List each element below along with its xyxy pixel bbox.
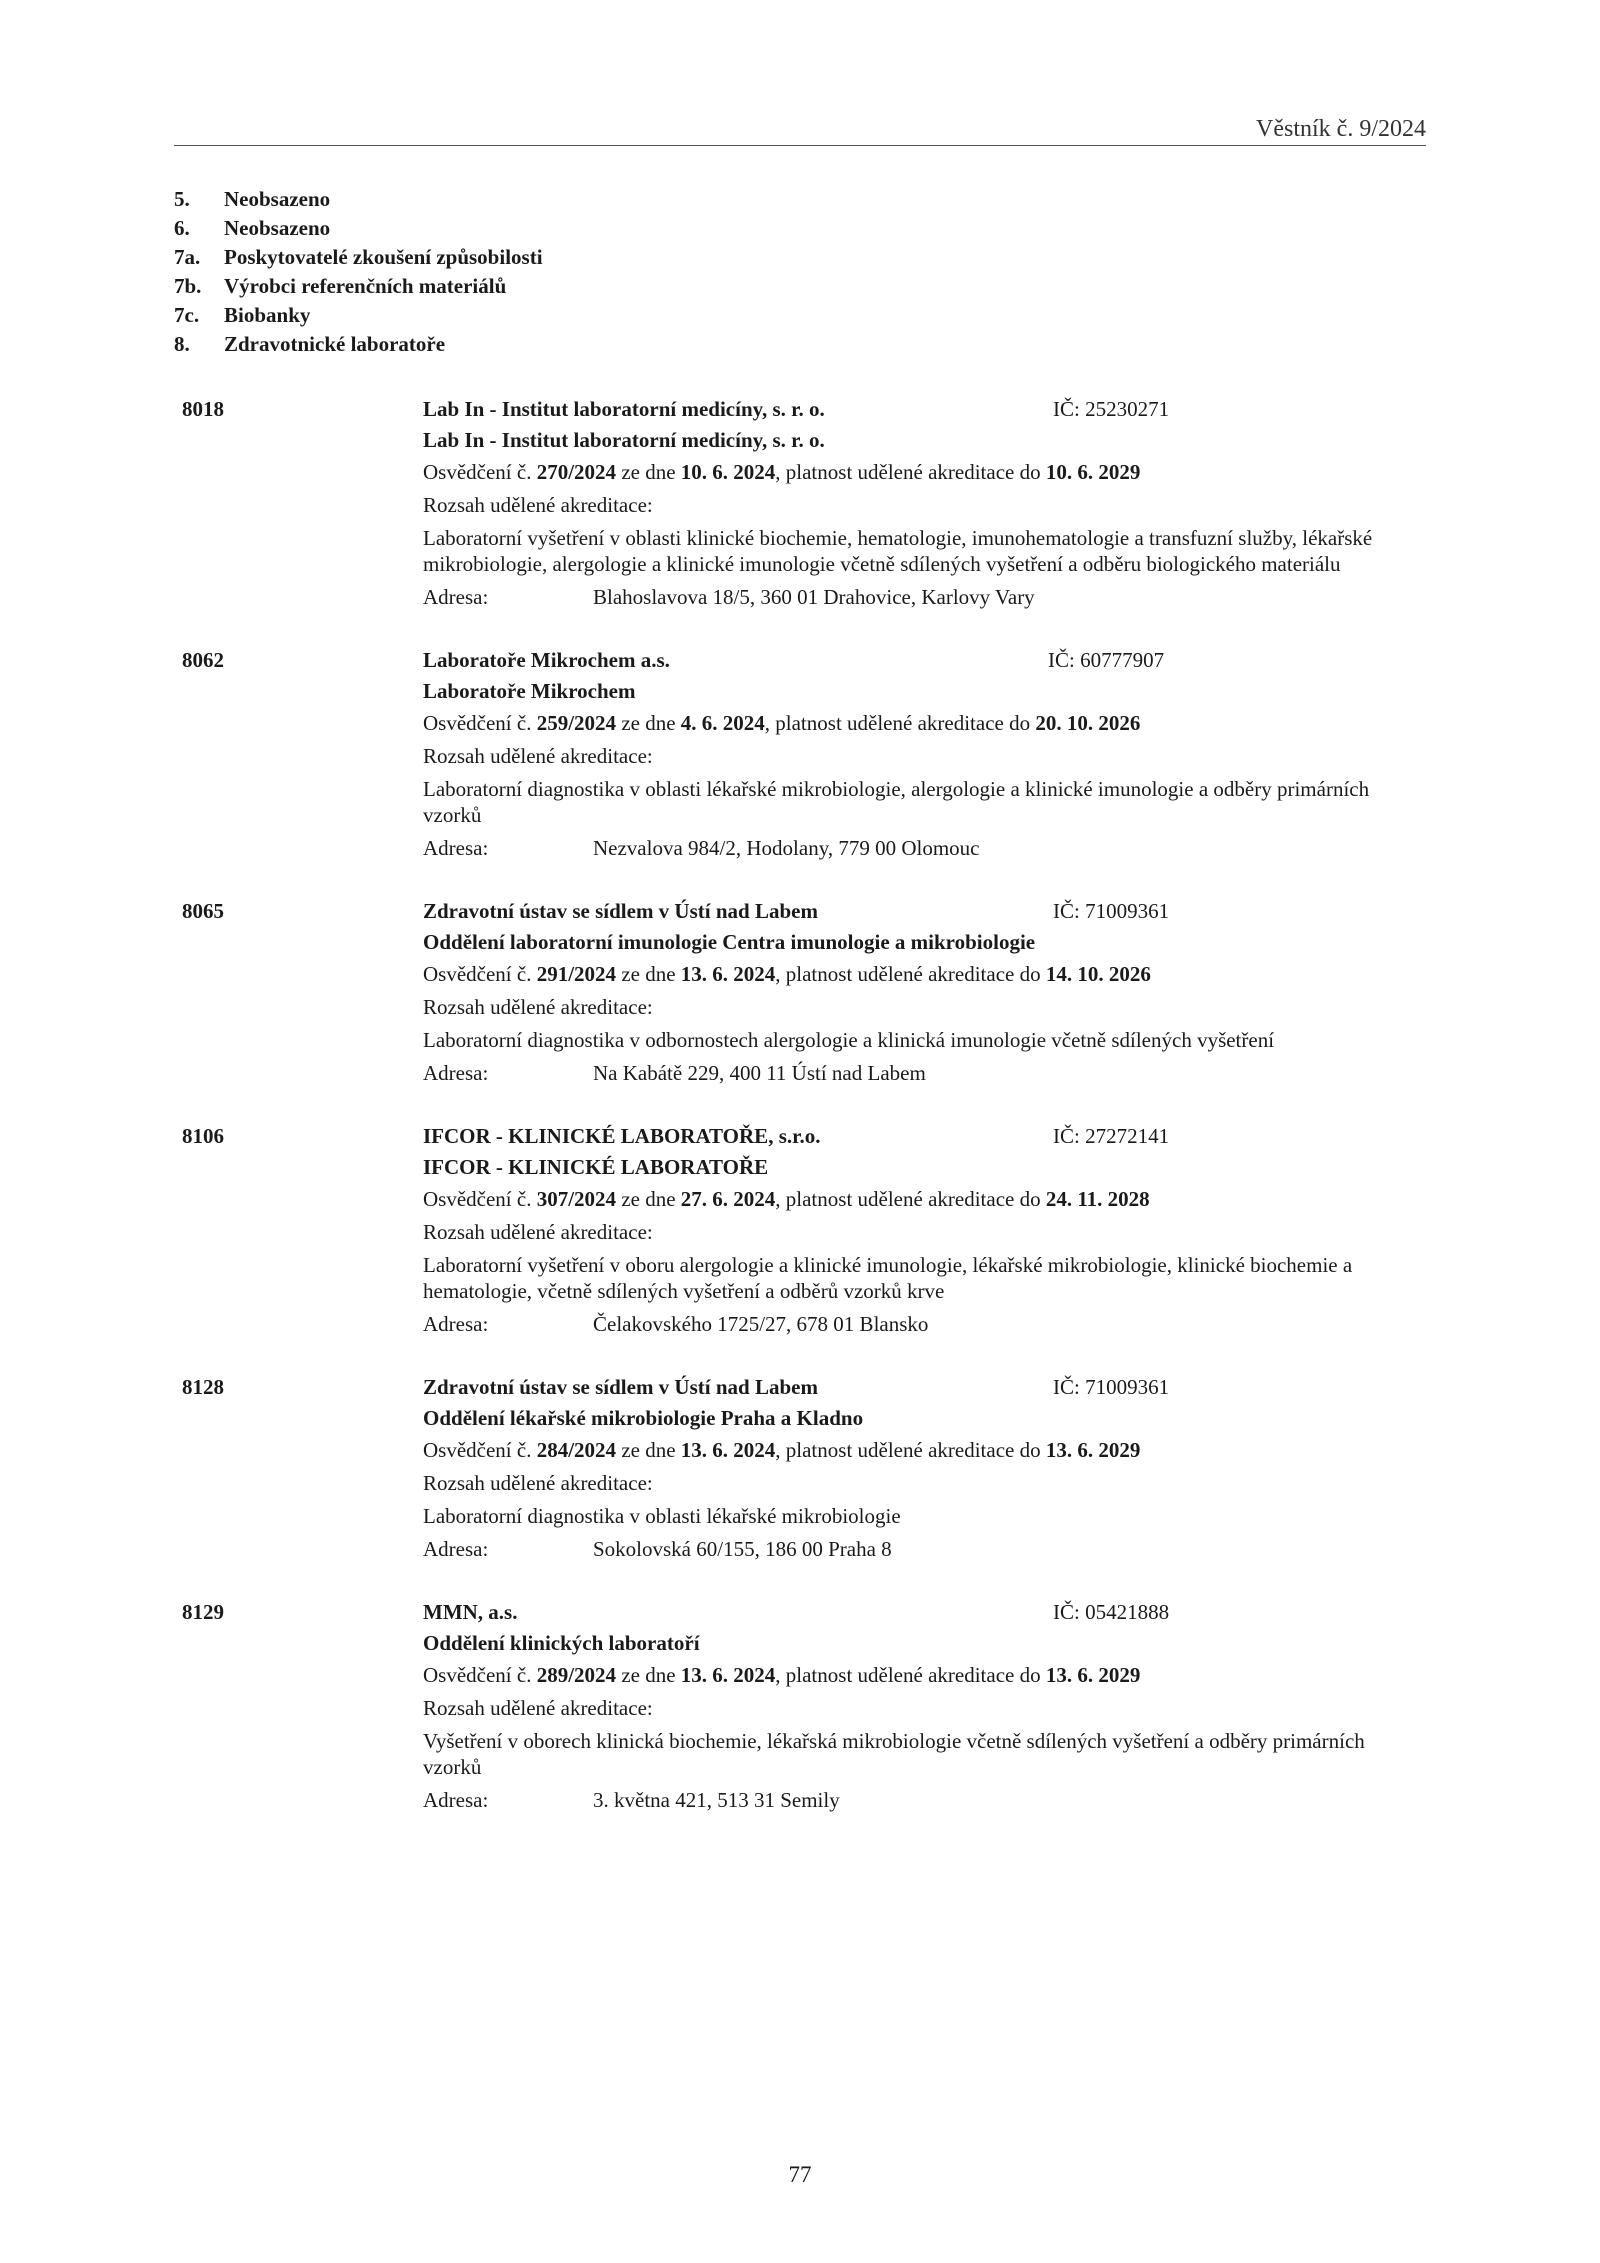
address-line <box>423 1784 1426 1817</box>
section-item <box>174 330 543 359</box>
entry-body <box>423 1597 1426 1817</box>
validity-date: 14. 10. 2026 <box>1045 962 1151 986</box>
organization-name: Zdravotní ústav se sídlem v Ústí nad Labem <box>423 899 818 923</box>
section-label: Výrobci referenčních materiálů <box>224 274 507 298</box>
certificate-line <box>423 456 1426 489</box>
certificate-from-label: ze dne <box>621 1438 676 1462</box>
certificate-prefix: Osvědčení č. <box>423 711 532 735</box>
certificate-number: 291/2024 <box>536 962 617 986</box>
ico-label: IČ: <box>1053 1124 1080 1148</box>
certificate-from-label: ze dne <box>621 711 676 735</box>
certificate-line <box>423 1434 1426 1467</box>
ico-label: IČ: <box>1053 397 1080 421</box>
address-value: Blahoslavova 18/5, 360 01 Drahovice, Karlovy Vary <box>593 585 1035 609</box>
ico-value: 25230271 <box>1085 397 1170 421</box>
ico-value: 71009361 <box>1085 1375 1170 1399</box>
section-label: Poskytovatelé zkoušení způsobilosti <box>224 245 543 269</box>
address-value: 3. května 421, 513 31 Semily <box>593 1788 840 1812</box>
validity-label: , platnost udělené akreditace do <box>775 460 1041 484</box>
entry-body <box>423 645 1426 865</box>
section-number: 5. <box>174 187 190 211</box>
certificate-from-label: ze dne <box>621 1663 676 1687</box>
entry-body <box>423 394 1426 614</box>
certificate-line <box>423 958 1426 991</box>
ico-label: IČ: <box>1048 648 1075 672</box>
ico-value: 60777907 <box>1080 648 1165 672</box>
certificate-number: 259/2024 <box>536 711 617 735</box>
entry-body <box>423 1372 1426 1566</box>
certificate-date: 10. 6. 2024 <box>680 460 776 484</box>
section-item <box>174 243 543 272</box>
section-item <box>174 214 543 243</box>
address-label: Adresa: <box>423 1788 489 1812</box>
certificate-date: 13. 6. 2024 <box>680 1663 776 1687</box>
unit-name: IFCOR - KLINICKÉ LABORATOŘE <box>423 1155 769 1179</box>
address-label: Adresa: <box>423 1061 489 1085</box>
certificate-prefix: Osvědčení č. <box>423 1438 532 1462</box>
section-number: 8. <box>174 332 190 356</box>
ico-value: 27272141 <box>1085 1124 1170 1148</box>
scope-heading: Rozsah udělené akreditace: <box>423 1696 653 1720</box>
address-value: Nezvalova 984/2, Hodolany, 779 00 Olomouc <box>593 836 980 860</box>
section-number: 7c. <box>174 303 200 327</box>
certificate-prefix: Osvědčení č. <box>423 1187 532 1211</box>
ico-label: IČ: <box>1053 899 1080 923</box>
entry-code: 8018 <box>182 397 224 421</box>
organization-line <box>423 1121 1426 1152</box>
validity-date: 13. 6. 2029 <box>1045 1438 1141 1462</box>
section-label: Biobanky <box>224 303 311 327</box>
ico-field <box>1053 1597 1169 1628</box>
ico-label: IČ: <box>1053 1600 1080 1624</box>
organization-line <box>423 645 1426 676</box>
section-number: 7a. <box>174 245 201 269</box>
address-value: Čelakovského 1725/27, 678 01 Blansko <box>593 1312 929 1336</box>
scope-text: Vyšetření v oborech klinická biochemie, lékařská mikrobiologie včetně sdílených vyšetření a odběry primárních vzorků <box>423 1729 1365 1779</box>
entry-code: 8106 <box>182 1124 224 1148</box>
section-item <box>174 301 543 330</box>
section-number: 7b. <box>174 274 202 298</box>
certificate-date: 27. 6. 2024 <box>680 1187 776 1211</box>
section-list <box>174 185 543 359</box>
certificate-number: 307/2024 <box>536 1187 617 1211</box>
validity-label: , platnost udělené akreditace do <box>775 1187 1041 1211</box>
organization-name: Lab In - Institut laboratorní medicíny, s. r. o. <box>423 397 825 421</box>
laboratory-entry <box>182 394 1426 614</box>
ico-value: 05421888 <box>1085 1600 1170 1624</box>
address-line <box>423 581 1426 614</box>
organization-name: Laboratoře Mikrochem a.s. <box>423 648 670 672</box>
certificate-line <box>423 1659 1426 1692</box>
header-divider <box>174 145 1426 146</box>
unit-name: Oddělení lékařské mikrobiologie Praha a Kladno <box>423 1406 864 1430</box>
ico-field <box>1053 394 1169 425</box>
page-number: 77 <box>788 2162 812 2187</box>
organization-name: MMN, a.s. <box>423 1600 518 1624</box>
ico-label: IČ: <box>1053 1375 1080 1399</box>
scope-text: Laboratorní diagnostika v odbornostech alergologie a klinická imunologie včetně sdílených vyšetření <box>423 1028 1275 1052</box>
section-number: 6. <box>174 216 190 240</box>
organization-line <box>423 896 1426 927</box>
unit-name: Lab In - Institut laboratorní medicíny, s. r. o. <box>423 428 825 452</box>
organization-name: Zdravotní ústav se sídlem v Ústí nad Labem <box>423 1375 818 1399</box>
entry-code: 8129 <box>182 1600 224 1624</box>
ico-value: 71009361 <box>1085 899 1170 923</box>
certificate-prefix: Osvědčení č. <box>423 1663 532 1687</box>
validity-date: 13. 6. 2029 <box>1045 1663 1141 1687</box>
ico-field <box>1053 896 1169 927</box>
organization-line <box>423 1372 1426 1403</box>
scope-heading: Rozsah udělené akreditace: <box>423 493 653 517</box>
certificate-number: 270/2024 <box>536 460 617 484</box>
section-item <box>174 272 543 301</box>
certificate-number: 284/2024 <box>536 1438 617 1462</box>
laboratory-entries <box>182 394 1426 1848</box>
validity-label: , platnost udělené akreditace do <box>764 711 1031 735</box>
scope-text: Laboratorní vyšetření v oblasti klinické biochemie, hematologie, imunohematologie a transfuzní služby, lékařské mikrobiologie, alergologie a klinické imunologie včetně sdílených vyšetření a odběru biologického materiálu <box>423 526 1373 576</box>
unit-name: Oddělení klinických laboratoří <box>423 1631 700 1655</box>
laboratory-entry <box>182 645 1426 865</box>
scope-text: Laboratorní vyšetření v oboru alergologie a klinické imunologie, lékařské mikrobiologie, klinické biochemie a hematologie, včetně sdílených vyšetření a odběrů vzorků krve <box>423 1253 1353 1303</box>
scope-heading: Rozsah udělené akreditace: <box>423 1471 653 1495</box>
ico-field <box>1053 1372 1169 1403</box>
certificate-from-label: ze dne <box>621 962 676 986</box>
organization-name: IFCOR - KLINICKÉ LABORATOŘE, s.r.o. <box>423 1124 821 1148</box>
validity-label: , platnost udělené akreditace do <box>775 962 1041 986</box>
certificate-date: 4. 6. 2024 <box>680 711 765 735</box>
laboratory-entry <box>182 1597 1426 1817</box>
certificate-date: 13. 6. 2024 <box>680 1438 776 1462</box>
validity-label: , platnost udělené akreditace do <box>775 1663 1041 1687</box>
address-label: Adresa: <box>423 585 489 609</box>
bulletin-title: Věstník č. 9/2024 <box>1256 116 1426 142</box>
entry-body <box>423 896 1426 1090</box>
section-item <box>174 185 543 214</box>
certificate-from-label: ze dne <box>621 1187 676 1211</box>
address-label: Adresa: <box>423 1312 489 1336</box>
certificate-number: 289/2024 <box>536 1663 617 1687</box>
section-label: Neobsazeno <box>224 187 331 211</box>
ico-field <box>1048 645 1164 676</box>
unit-name: Laboratoře Mikrochem <box>423 679 636 703</box>
unit-name: Oddělení laboratorní imunologie Centra imunologie a mikrobiologie <box>423 930 1036 954</box>
address-line <box>423 1533 1426 1566</box>
scope-heading: Rozsah udělené akreditace: <box>423 744 653 768</box>
entry-body <box>423 1121 1426 1341</box>
laboratory-entry <box>182 1372 1426 1566</box>
certificate-date: 13. 6. 2024 <box>680 962 776 986</box>
scope-heading: Rozsah udělené akreditace: <box>423 995 653 1019</box>
address-line <box>423 1057 1426 1090</box>
certificate-prefix: Osvědčení č. <box>423 460 532 484</box>
scope-text: Laboratorní diagnostika v oblasti lékařské mikrobiologie <box>423 1504 901 1528</box>
entry-code: 8062 <box>182 648 224 672</box>
ico-field <box>1053 1121 1169 1152</box>
scope-heading: Rozsah udělené akreditace: <box>423 1220 653 1244</box>
certificate-line <box>423 1183 1426 1216</box>
validity-date: 24. 11. 2028 <box>1045 1187 1150 1211</box>
address-value: Sokolovská 60/155, 186 00 Praha 8 <box>593 1537 892 1561</box>
address-label: Adresa: <box>423 836 489 860</box>
certificate-prefix: Osvědčení č. <box>423 962 532 986</box>
address-value: Na Kabátě 229, 400 11 Ústí nad Labem <box>593 1061 926 1085</box>
validity-label: , platnost udělené akreditace do <box>775 1438 1041 1462</box>
section-label: Neobsazeno <box>224 216 331 240</box>
entry-code: 8128 <box>182 1375 224 1399</box>
laboratory-entry <box>182 1121 1426 1341</box>
address-label: Adresa: <box>423 1537 489 1561</box>
address-line <box>423 1308 1426 1341</box>
entry-code: 8065 <box>182 899 224 923</box>
laboratory-entry <box>182 896 1426 1090</box>
validity-date: 10. 6. 2029 <box>1045 460 1141 484</box>
scope-text: Laboratorní diagnostika v oblasti lékařské mikrobiologie, alergologie a klinické imunologie a odběry primárních vzorků <box>423 777 1370 827</box>
section-label: Zdravotnické laboratoře <box>224 332 446 356</box>
certificate-line <box>423 707 1426 740</box>
certificate-from-label: ze dne <box>621 460 676 484</box>
address-line <box>423 832 1426 865</box>
validity-date: 20. 10. 2026 <box>1035 711 1141 735</box>
organization-line <box>423 394 1426 425</box>
organization-line <box>423 1597 1426 1628</box>
